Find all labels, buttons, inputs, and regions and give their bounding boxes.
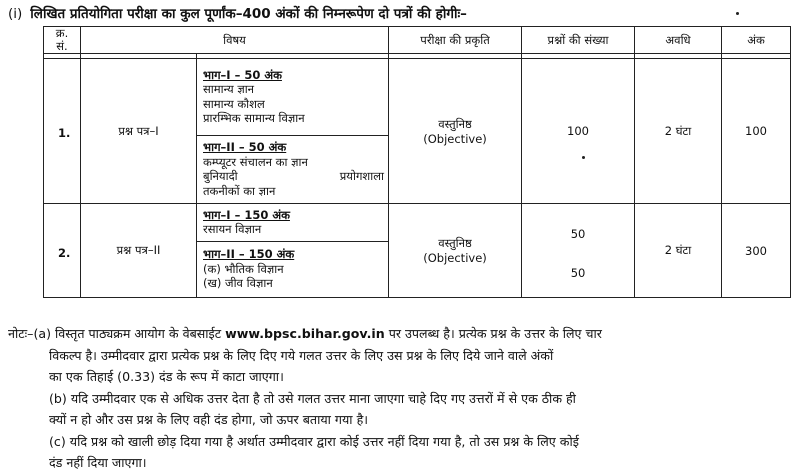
paper1-duration: 2 घंटा [635,59,722,204]
exam-scheme-table [43,26,791,298]
header-nature: परीक्षा की प्रकृति [389,27,522,54]
paper2-duration: 2 घंटा [635,204,722,298]
note-c: (c) यदि प्रश्न को खाली छोड़ दिया गया है अर्थात उम्मीदवार द्वारा कोई उत्तर नहीं दिया गया है, तो उस प्रश्न के लिए कोई [49,433,579,449]
paper2-part2: भाग–II – 150 अंक (क) भौतिक विज्ञान (ख) जीव विज्ञान [197,242,389,298]
note-a: नोटः–(a) विस्तृत पाठ्यक्रम आयोग के वेबसाईट www.bpsc.bihar.gov.in पर उपलब्ध है। प्रत्येक प्रश्न के उत्तर के लिए चार [8,326,602,341]
paper1-marks: 100 [722,59,791,204]
paper1-questions: 100 [522,59,635,204]
paper1-serial: 1. [44,59,81,204]
header-duration: अवधि [635,27,722,54]
section-heading [8,4,467,22]
scan-speck [736,12,739,15]
table-row [44,204,791,242]
heading-number: (i) [8,6,23,22]
paper2-part2-questions: 50 [570,265,586,280]
header-marks: अंक [722,27,791,54]
paper2-nature: वस्तुनिष्ठ (Objective) [389,204,522,298]
heading-text: लिखित प्रतियोगिता परीक्षा का कुल पूर्णांक–400 अंकों की निम्नरूपेण दो पत्रों की होगीः– [30,6,467,22]
notes-section: नोटः–(a) विस्तृत पाठ्यक्रम आयोग के वेबसाईट www.bpsc.bihar.gov.in पर उपलब्ध है। प्रत्येक प्रश्न के उत्तर के लिए चार विकल्प है। उम्मीदवार द्वारा प्रत्येक प्रश्न के लिए दिए गये गलत उत्तर के लिए उस प्रश्न के लिए दिये जाने वाले अंकों का एक तिहाई (0.33) दंड के रूप में काटा जाएगा। (b) यदि उम्मीदवार एक से अधिक उत्तर देता है तो उसे गलत उत्तर माना जाएगा चाहे दिए गए उत्तरों में से एक ठीक ही क्यों न हो और उस प्रश्न के लिए वही दंड होगा, जो ऊपर बताया गया है। (c) यदि प्रश्न को खाली छोड़ दिया गया है अर्थात उम्मीदवार द्वारा कोई उत्तर नहीं दिया गया है, तो उस प्रश्न के लिए कोई दंड नहीं दिया जाएगा। [8,323,790,474]
paper1-nature: वस्तुनिष्ठ (Objective) [389,59,522,204]
table-header-row [44,27,791,54]
header-subject: विषय [81,27,389,54]
paper1-name: प्रश्न पत्र–I [81,59,197,204]
note-b: (b) यदि उम्मीदवार एक से अधिक उत्तर देता है तो उसे गलत उत्तर माना जाएगा चाहे दिए गए उत्तरों में से एक ठीक ही [49,390,576,406]
paper2-name: प्रश्न पत्र–II [81,204,197,298]
header-serial: क्र. सं. [44,27,81,54]
bpsc-website-link[interactable]: www.bpsc.bihar.gov.in [225,326,385,341]
paper2-marks: 300 [722,204,791,298]
paper2-serial: 2. [44,204,81,298]
paper1-part1: भाग–I – 50 अंक सामान्य ज्ञान सामान्य कौशल प्रारम्भिक सामान्य विज्ञान [197,59,389,136]
paper2-part1-questions: 50 [570,227,586,242]
paper2-questions [522,204,635,298]
paper2-part1: भाग–I – 150 अंक रसायन विज्ञान [197,204,389,242]
paper1-part2: भाग–II – 50 अंक कम्प्यूटर संचालन का ज्ञान बुनियादी प्रयोगशाला तकनीकों का ज्ञान [197,136,389,204]
header-questions: प्रश्नों की संख्या [522,27,635,54]
table-row [44,59,791,136]
